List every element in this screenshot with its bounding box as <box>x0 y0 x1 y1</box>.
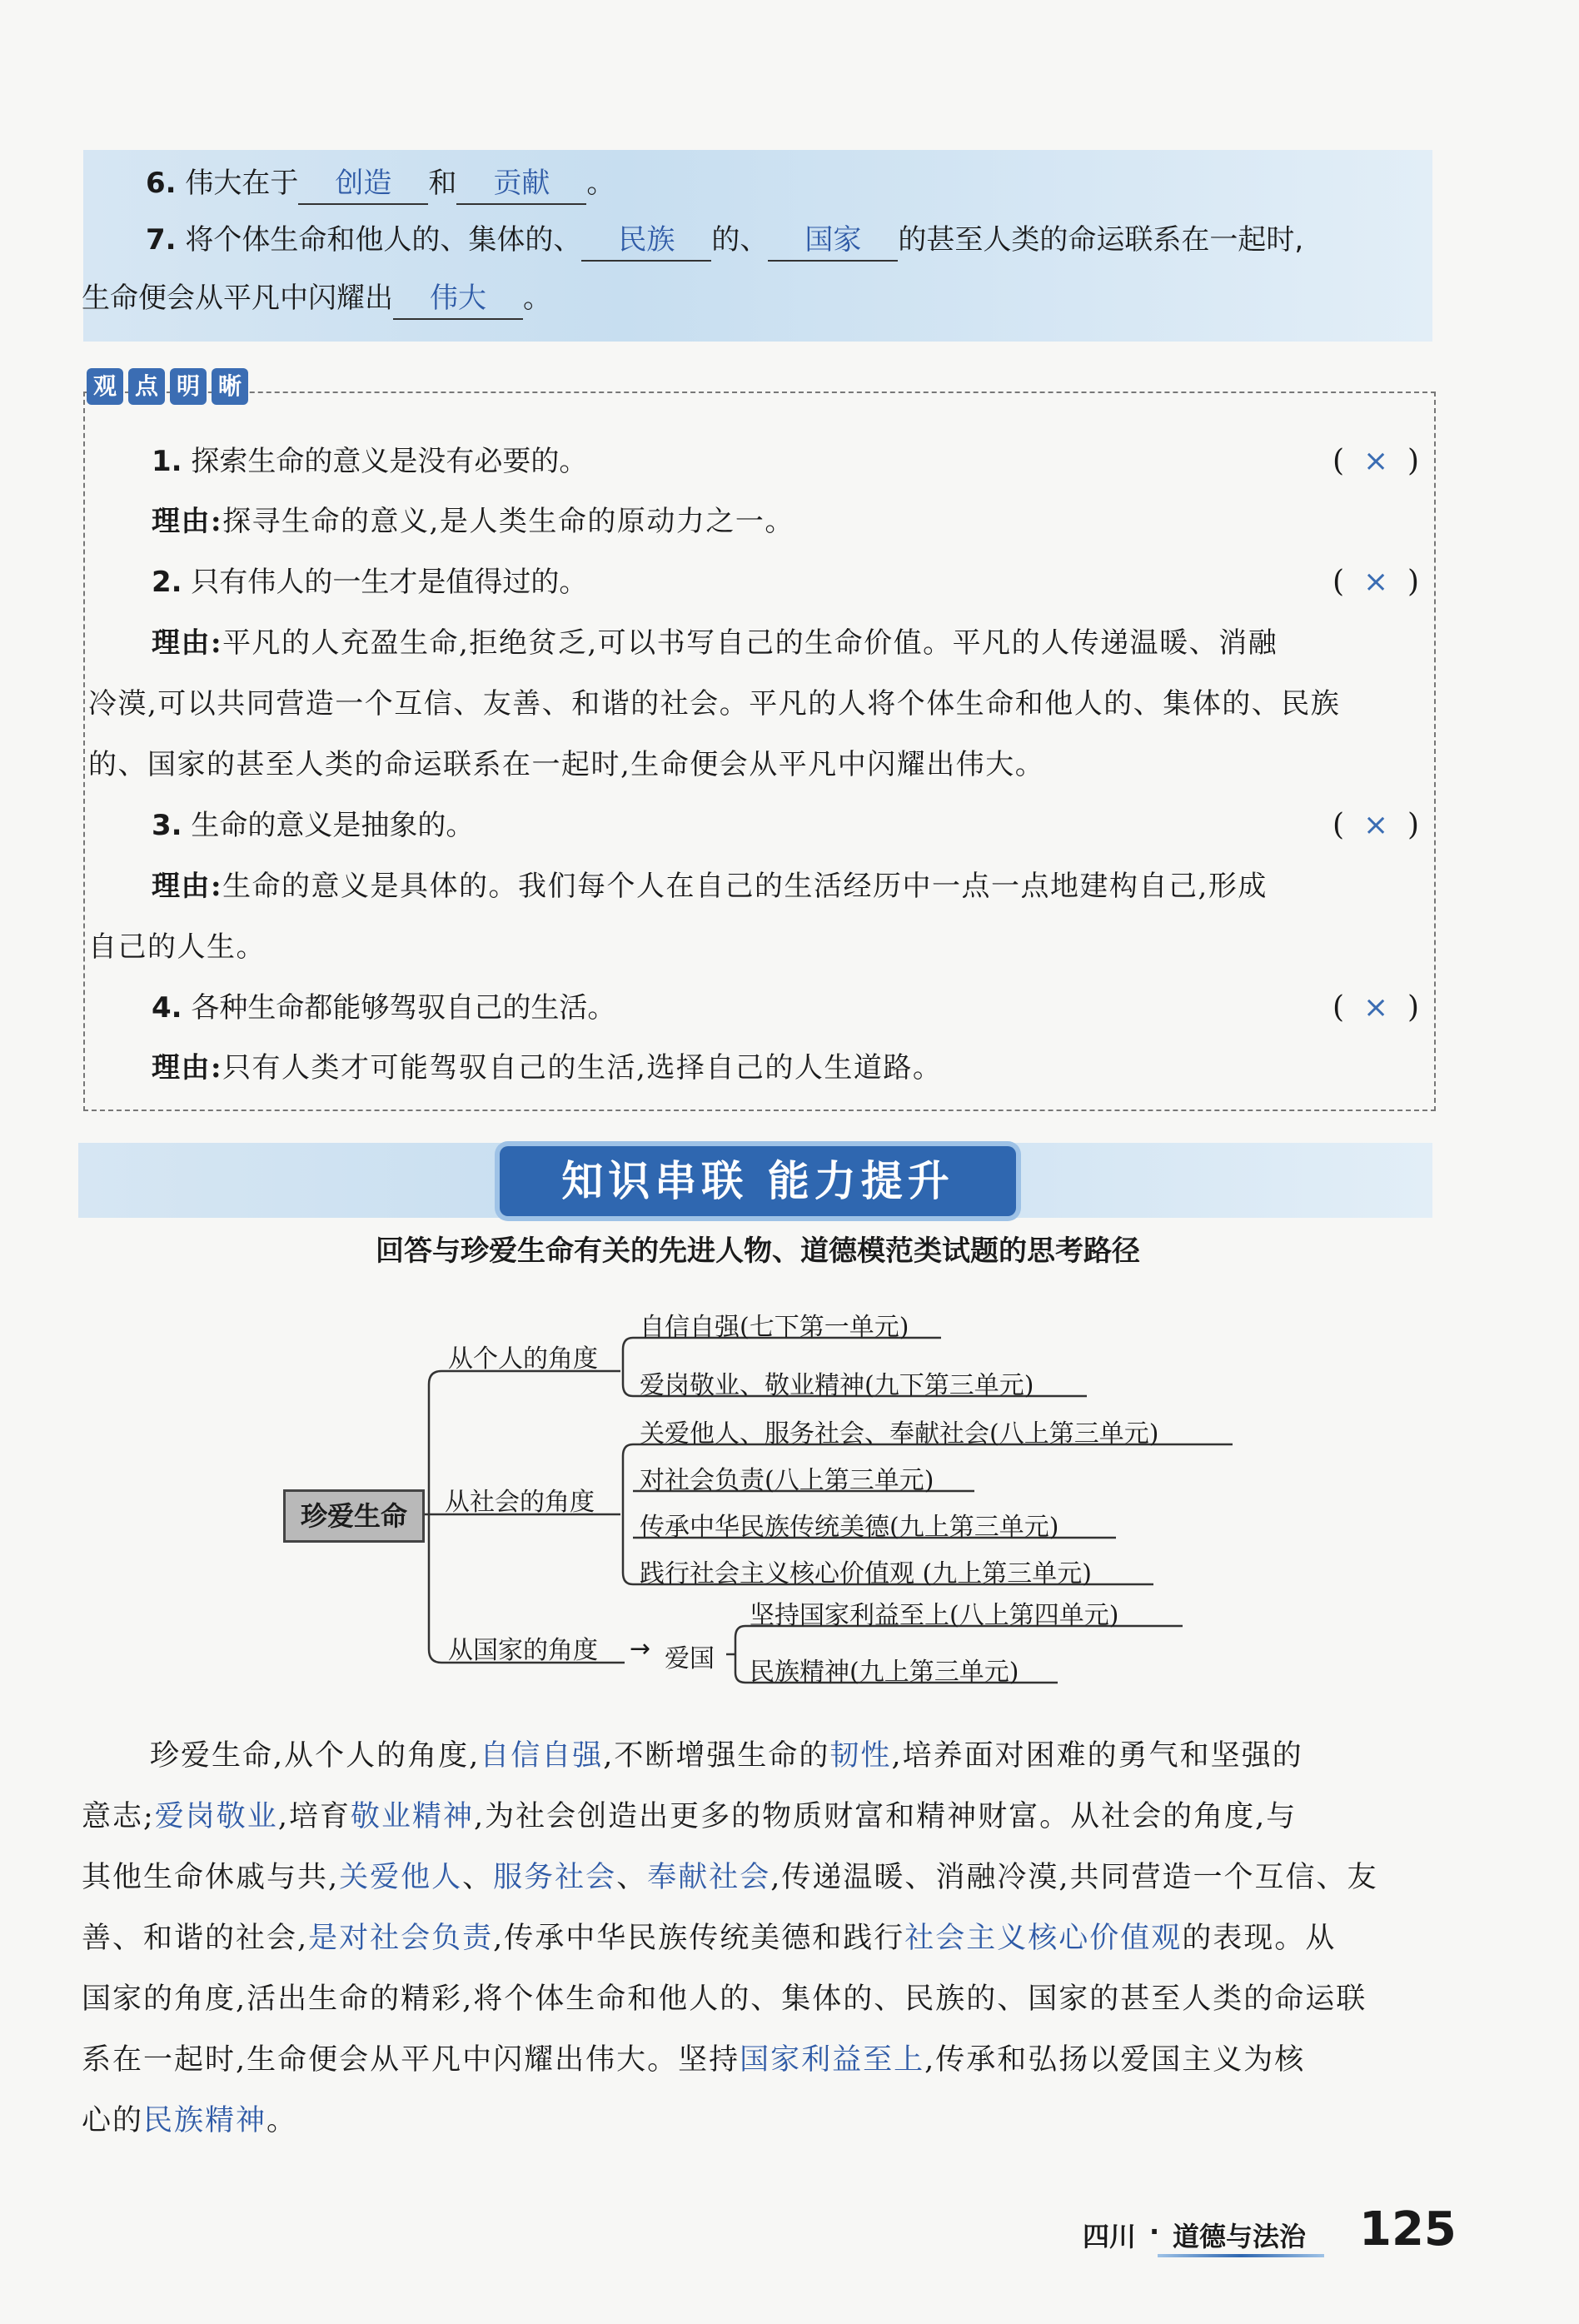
question-text: 。 <box>523 282 551 315</box>
branch-item: 坚持国家利益至上(八上第四单元) <box>750 1601 1119 1630</box>
text: 善、和谐的社会, <box>82 1922 309 1955</box>
branch-item: 传承中华民族传统美德(九上第三单元) <box>640 1513 1059 1542</box>
tag-char: 明 <box>170 368 207 405</box>
branch-mid: 爱国 <box>665 1644 715 1673</box>
highlight: 关爱他人 <box>339 1861 463 1894</box>
branch-item: 践行社会主义核心价值观 (九上第三单元) <box>640 1559 1092 1588</box>
question-text: 。 <box>586 167 615 200</box>
item-number: 4. <box>152 991 182 1025</box>
highlight: 国家利益至上 <box>740 2043 925 2077</box>
answer-blank: 贡献 <box>456 163 586 205</box>
question-text: 生命便会从平凡中闪耀出 <box>82 282 393 315</box>
answer-blank: 民族 <box>581 220 711 262</box>
text: ,传承中华民族传统美德和践行 <box>493 1922 905 1955</box>
question-number: 6. <box>146 167 177 200</box>
question-text: 将个体生命和他人的、集体的、 <box>185 223 582 257</box>
tag-char: 点 <box>128 368 165 405</box>
answer-blank: 伟大 <box>393 278 523 320</box>
text: 、 <box>616 1861 648 1894</box>
cross-mark-icon: × <box>1362 808 1389 842</box>
judgement: ( × ) <box>1332 808 1420 842</box>
branch-item: 自信自强(七下第一单元) <box>640 1313 909 1342</box>
text: 系在一起时,生命便会从平凡中闪耀出伟大。坚持 <box>82 2043 740 2077</box>
reason-text: 的、国家的甚至人类的命运联系在一起时,生命便会从平凡中闪耀出伟大。 <box>88 748 1045 781</box>
reason-label: 理由: <box>152 870 223 903</box>
reason-text: 平凡的人充盈生命,拒绝贫乏,可以书写自己的生命价值。平凡的人传递温暖、消融 <box>222 626 1278 660</box>
cross-mark-icon: × <box>1362 565 1389 599</box>
summary-line <box>82 2030 1305 2090</box>
diagram-root: 珍爱生命 <box>283 1489 425 1543</box>
diagram-title: 回答与珍爱生命有关的先进人物、道德模范类试题的思考路径 <box>376 1234 1140 1268</box>
reason-text: 生命的意义是具体的。我们每个人在自己的生活经历中一点一点地建构自己,形成 <box>222 870 1268 903</box>
answer-blank: 国家 <box>768 220 898 262</box>
statement-text: 生命的意义是抽象的。 <box>191 809 475 842</box>
text: ,不断增强生命的 <box>603 1739 830 1773</box>
highlight: 爱岗敬业 <box>154 1800 278 1833</box>
cross-mark-icon: × <box>1362 990 1389 1025</box>
section-banner: 知识串联 能力提升 <box>500 1146 1016 1216</box>
statement-text: 探索生命的意义是没有必要的。 <box>191 445 588 478</box>
text: ,传承和弘扬以爱国主义为核 <box>924 2043 1306 2077</box>
item-number: 3. <box>152 809 182 842</box>
question-text: 和 <box>428 167 457 200</box>
text: 其他生命休戚与共, <box>82 1861 340 1894</box>
summary-line <box>82 1848 1377 1908</box>
answer-blank: 创造 <box>298 163 428 205</box>
tag-char: 晰 <box>212 368 248 405</box>
highlight: 服务社会 <box>493 1861 617 1894</box>
summary-line <box>82 1787 1297 1847</box>
reason-text: 冷漠,可以共同营造一个互信、友善、和谐的社会。平凡的人将个体生命和他人的、集体的、民族 <box>88 687 1341 721</box>
text: 珍爱生命,从个人的角度, <box>150 1739 481 1773</box>
footer-dot: · <box>1149 2216 1160 2247</box>
reason-text: 只有人类才可能驾驭自己的生活,选择自己的人生道路。 <box>222 1051 943 1085</box>
summary-line <box>150 1726 1303 1786</box>
statement-text: 各种生命都能够驾驭自己的生活。 <box>191 991 616 1025</box>
branch-item: 民族精神(九上第三单元) <box>750 1658 1019 1687</box>
footer-region: 四川 <box>1083 2221 1137 2252</box>
highlight: 奉献社会 <box>647 1861 771 1894</box>
footer-underline <box>1158 2254 1324 2257</box>
arrow-icon: → <box>630 1634 651 1663</box>
reason-label: 理由: <box>152 505 223 538</box>
reason-text: 自己的人生。 <box>88 930 266 964</box>
summary-line <box>82 1908 1336 1968</box>
reason-text: 探寻生命的意义,是人类生命的原动力之一。 <box>222 505 794 538</box>
branch-item: 对社会负责(八上第三单元) <box>640 1466 934 1495</box>
page-number: 125 <box>1359 2202 1457 2257</box>
text: ,培养面对困难的勇气和坚强的 <box>891 1739 1303 1773</box>
page-footer <box>1083 2202 1457 2261</box>
branch-social: 从社会的角度 <box>445 1488 595 1517</box>
item-number: 1. <box>152 445 182 478</box>
question-number: 7. <box>146 223 177 257</box>
text: 。 <box>266 2104 298 2137</box>
highlight: 韧性 <box>829 1739 892 1773</box>
item-number: 2. <box>152 566 182 599</box>
highlight: 敬业精神 <box>350 1800 474 1833</box>
cross-mark-icon: × <box>1362 444 1389 478</box>
question-text: 的、 <box>711 223 769 257</box>
highlight: 民族精神 <box>143 2104 267 2137</box>
text: 国家的角度,活出生命的精彩,将个体生命和他人的、集体的、民族的、国家的甚至人类的命运联 <box>82 1982 1367 2016</box>
footer-subject: 道德与法治 <box>1173 2221 1307 2252</box>
branch-personal: 从个人的角度 <box>448 1344 598 1374</box>
highlight: 是对社会负责 <box>308 1922 494 1955</box>
text: ,培育 <box>277 1800 351 1833</box>
branch-item: 爱岗敬业、敬业精神(九下第三单元) <box>640 1371 1034 1400</box>
statement-text: 只有伟人的一生才是值得过的。 <box>191 566 588 599</box>
text: 意志; <box>82 1800 155 1833</box>
reason-label: 理由: <box>152 626 223 660</box>
summary-line <box>82 1969 1367 2029</box>
branch-national: 从国家的角度 <box>448 1636 598 1665</box>
judgement: ( × ) <box>1332 565 1420 599</box>
tag-char: 观 <box>87 368 123 405</box>
highlight: 社会主义核心价值观 <box>904 1922 1183 1955</box>
text: 心的 <box>82 2104 144 2137</box>
text: 、 <box>462 1861 494 1894</box>
question-text: 的甚至人类的命运联系在一起时, <box>898 223 1304 257</box>
judgement: ( × ) <box>1332 990 1420 1025</box>
reason-label: 理由: <box>152 1051 223 1085</box>
text: ,为社会创造出更多的物质财富和精神财富。从社会的角度,与 <box>473 1800 1298 1833</box>
branch-item: 关爱他人、服务社会、奉献社会(八上第三单元) <box>640 1419 1159 1449</box>
question-text: 伟大在于 <box>185 167 299 200</box>
highlight: 自信自强 <box>480 1739 604 1773</box>
text: ,传递温暖、消融冷漠,共同营造一个互信、友 <box>770 1861 1378 1894</box>
judgement: ( × ) <box>1332 444 1420 478</box>
summary-line <box>82 2091 297 2151</box>
text: 的表现。从 <box>1182 1922 1337 1955</box>
